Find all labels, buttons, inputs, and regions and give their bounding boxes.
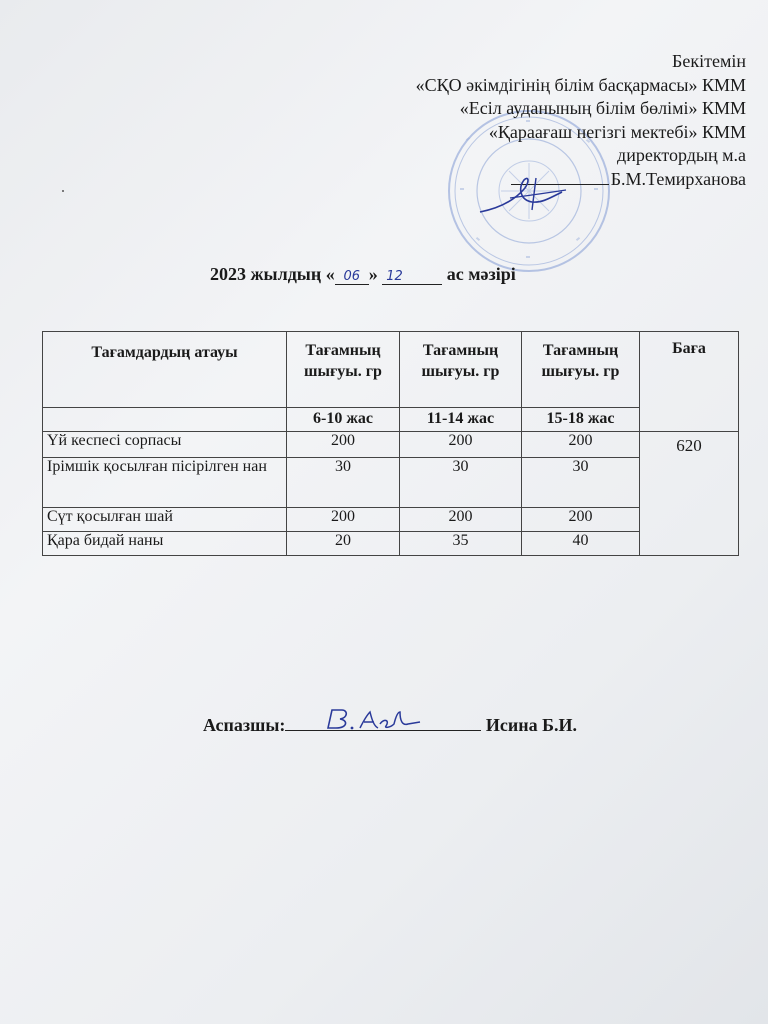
table-row [43,432,739,458]
title-month: 12 [382,269,442,285]
price-cell: 620 [640,432,739,556]
dish-yield: 30 [522,458,640,508]
header-yield: Тағамның шығуы. гр [522,332,640,408]
title-suffix: ас мәзірі [446,264,516,284]
header-price: Баға [640,332,739,432]
dish-yield: 30 [400,458,522,508]
age-empty-cell [43,408,287,432]
header-row [43,332,739,408]
director-name: Б.М.Темирханова [610,168,746,189]
dish-name: Сүт қосылған шай [43,508,287,532]
title-mid: » [368,264,378,284]
header-yield: Тағамның шығуы. гр [287,332,400,408]
dish-yield: 200 [400,508,522,532]
dish-yield: 200 [522,432,640,458]
approval-line: «СҚО әкімдігінің білім басқармасы» КММ [415,74,746,95]
director-signature-line [416,168,746,192]
approval-line: директордың м.а [617,145,746,165]
age-group: 15-18 жас [522,408,640,432]
age-group: 6-10 жас [287,408,400,432]
dish-yield: 20 [287,532,400,556]
cook-label: Аспазшы: [203,715,286,735]
title-day: 06 [335,269,369,285]
dish-yield: 40 [522,532,640,556]
dish-name: Үй кеспесі сорпасы [43,432,287,458]
cook-name: Исина Б.И. [485,715,578,735]
menu-title [210,264,516,285]
director-signature-icon [470,170,580,220]
dish-yield: 200 [287,508,400,532]
dish-yield: 30 [287,458,400,508]
header-dish-name: Тағамдардың атауы [43,332,287,408]
table-row [43,458,739,508]
header-yield: Тағамның шығуы. гр [400,332,522,408]
dish-yield: 35 [400,532,522,556]
dish-name: Қара бидай наны [43,532,287,556]
table-row [43,532,739,556]
dish-yield: 200 [400,432,522,458]
menu-table [42,331,739,556]
approval-line: «Есіл ауданының білім бөлімі» КММ [459,98,746,118]
age-row [43,408,739,432]
title-prefix: 2023 жылдың « [210,264,335,284]
cook-signature-icon [320,704,430,734]
age-group: 11-14 жас [400,408,522,432]
approval-line: «Қараағаш негізгі мектебі» КММ [488,121,746,142]
paper-speck [62,190,64,192]
dish-yield: 200 [522,508,640,532]
dish-yield: 200 [287,432,400,458]
approval-block [416,50,746,191]
table-row [43,508,739,532]
approval-line: Бекітемін [672,51,746,71]
dish-name: Ірімшік қосылған пісірілген нан [43,458,287,508]
